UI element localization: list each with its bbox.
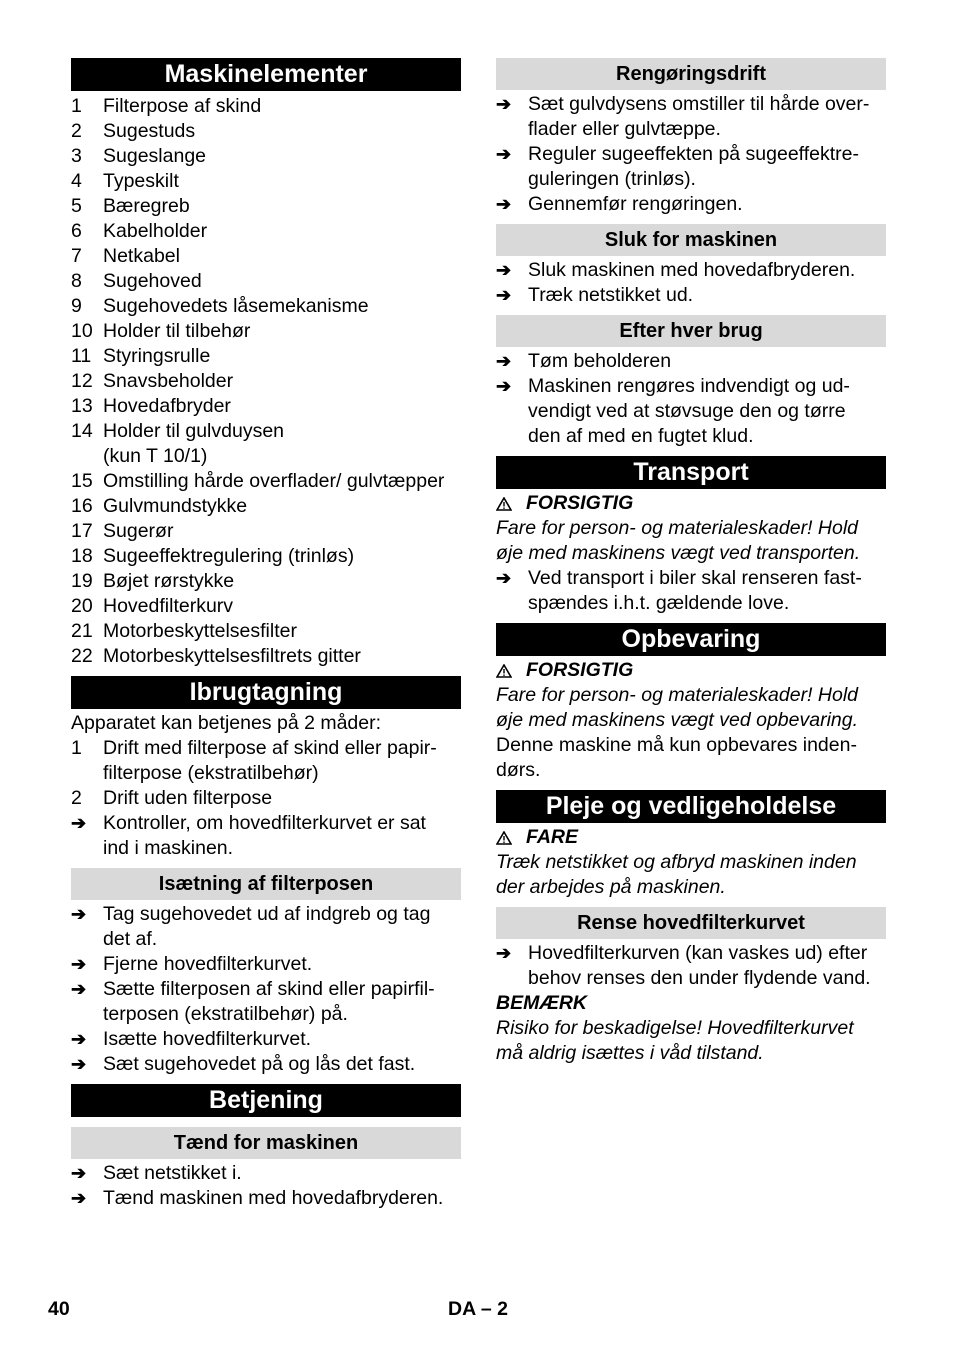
item-number: 13: [71, 395, 93, 417]
left-column: [71, 58, 461, 1211]
list-item: [71, 194, 461, 219]
subsection-title-rengoring: Rengøringsdrift: [496, 58, 886, 90]
warning-triangle-icon: [496, 497, 512, 511]
list-item: [71, 94, 461, 119]
arrow-right-icon: ➔: [71, 1163, 87, 1183]
step-text: Sæt sugehovedet på og lås det fast.: [103, 1053, 416, 1075]
item-number: 22: [71, 645, 93, 667]
item-number: 8: [71, 270, 82, 292]
list-item: 2 Drift uden filterpose: [71, 787, 273, 809]
subsection-title-taend: Tænd for maskinen: [71, 1127, 461, 1159]
item-text: Hovedfilterkurv: [103, 595, 234, 617]
step-item: spændes i.h.t. gældende love.: [528, 592, 790, 614]
item-number: 5: [71, 195, 82, 217]
list-item: [71, 594, 461, 619]
step-item: [71, 977, 461, 1002]
caution-heading: FORSIGTIG: [496, 658, 886, 683]
step-text: Sæt gulvdysens omstiller til hårde over-: [528, 93, 870, 115]
subsection-title-efter: Efter hver brug: [496, 315, 886, 347]
item-text: Typeskilt: [103, 170, 179, 192]
section-title-ibrugtagning: Ibrugtagning: [71, 676, 461, 709]
step-item: [71, 1161, 461, 1186]
step-text: den af med en fugtet klud.: [528, 425, 754, 447]
step-item: [496, 167, 886, 192]
step-item: [496, 399, 886, 424]
step-text: Fjerne hovedfilterkurvet.: [103, 953, 313, 975]
step-text: vendigt ved at støvsuge den og tørre: [528, 400, 846, 422]
item-text: Motorbeskyttelsesfiltrets gitter: [103, 645, 361, 667]
item-number: 19: [71, 570, 93, 592]
item-text: Netkabel: [103, 245, 180, 267]
list-item: [71, 169, 461, 194]
item-number: 7: [71, 245, 82, 267]
item-number: 14: [71, 420, 93, 442]
arrow-right-icon: ➔: [496, 260, 512, 280]
arrow-right-icon: ➔: [71, 1188, 87, 1208]
section-title-opbevaring: Opbevaring: [496, 623, 886, 656]
step-item: [71, 927, 461, 952]
item-number: 18: [71, 545, 93, 567]
item-number: 4: [71, 170, 82, 192]
item-text: Holder til tilbehør: [103, 320, 251, 342]
step-text: guleringen (trinløs).: [528, 168, 696, 190]
item-text: Sugeslange: [103, 145, 207, 167]
step-text: Tag sugehovedet ud af indgreb og tag: [103, 903, 431, 925]
step-text: terposen (ekstratilbehør) på.: [103, 1003, 348, 1025]
arrow-right-icon: ➔: [496, 351, 512, 371]
item-number: 9: [71, 295, 82, 317]
item-text: Filterpose af skind: [103, 95, 262, 117]
step-text: Tænd maskinen med hovedafbryderen.: [103, 1187, 444, 1209]
step-item: [71, 1027, 461, 1052]
arrow-right-icon: ➔: [496, 568, 512, 588]
list-item: [71, 619, 461, 644]
step-item: [71, 1052, 461, 1077]
item-text: Omstilling hårde overflader/ gulvtæpper: [103, 470, 445, 492]
step-item: [496, 117, 886, 142]
list-item: [71, 544, 461, 569]
arrow-right-icon: ➔: [71, 813, 87, 833]
list-item: [71, 369, 461, 394]
step-text: Reguler sugeeffekten på sugeeffektre-: [528, 143, 860, 165]
subsection-title-rense: Rense hovedfilterkurvet: [496, 907, 886, 939]
note-text: Risiko for beskadigelse! Hovedfilterkurvet: [496, 1017, 854, 1039]
step-item: [496, 349, 886, 374]
parts-list: [71, 94, 461, 669]
item-text: Sugehoved: [103, 270, 202, 292]
list-item: [71, 344, 461, 369]
step-item: [496, 192, 886, 217]
step-item: [71, 1186, 461, 1211]
list-item: [71, 469, 461, 494]
item-text: Holder til gulvduysen: [103, 420, 285, 442]
arrow-right-icon: ➔: [496, 943, 512, 963]
list-item: [71, 444, 461, 469]
list-item: [71, 244, 461, 269]
arrow-right-icon: ➔: [71, 904, 87, 924]
list-item: [71, 294, 461, 319]
arrow-right-icon: ➔: [496, 285, 512, 305]
step-text: flader eller gulvtæppe.: [528, 118, 721, 140]
section-title-maskinelementer: Maskinelementer: [71, 58, 461, 91]
item-text: Bæregreb: [103, 195, 190, 217]
list-item: [71, 144, 461, 169]
item-text: Kabelholder: [103, 220, 208, 242]
step-text: Gennemfør rengøringen.: [528, 193, 743, 215]
step-text: Isætte hovedfilterkurvet.: [103, 1028, 312, 1050]
note-text: må aldrig isættes i våd tilstand.: [496, 1042, 764, 1064]
step-item: behov renses den under flydende vand.: [528, 967, 871, 989]
arrow-right-icon: ➔: [71, 954, 87, 974]
list-item: [71, 519, 461, 544]
right-column: [496, 58, 886, 1066]
arrow-right-icon: ➔: [71, 1029, 87, 1049]
list-item: [71, 394, 461, 419]
section-label: DA – 2: [448, 1298, 508, 1320]
item-text: Sugeeffektregulering (trinløs): [103, 545, 355, 567]
sluk-steps: [496, 258, 886, 308]
item-text: Styringsrulle: [103, 345, 211, 367]
item-number: 11: [71, 345, 92, 367]
item-text: Gulvmundstykke: [103, 495, 248, 517]
warning-triangle-icon: [496, 831, 512, 845]
caution-text: øje med maskinens vægt ved opbevaring.: [496, 709, 859, 731]
note-heading: BEMÆRK: [496, 992, 587, 1014]
list-item: 1 Drift med filterpose af skind eller papir-: [71, 737, 437, 759]
list-item: [71, 419, 461, 444]
step-text: Tøm beholderen: [528, 350, 672, 372]
item-number: 17: [71, 520, 93, 542]
body-text: dørs.: [496, 759, 541, 781]
section-title-betjening: Betjening: [71, 1084, 461, 1117]
list-item: [71, 219, 461, 244]
step-item: [71, 902, 461, 927]
danger-text: der arbejdes på maskinen.: [496, 876, 726, 898]
step-item: ➔ Kontroller, om hovedfilterkurvet er sat: [71, 812, 426, 834]
item-text: Sugestuds: [103, 120, 196, 142]
step-text: Sætte filterposen af skind eller papirfil-: [103, 978, 435, 1000]
step-text: Sæt netstikket i.: [103, 1162, 242, 1184]
step-text: det af.: [103, 928, 158, 950]
item-number: [71, 444, 103, 469]
item-text: Bøjet rørstykke: [103, 570, 235, 592]
list-item: [71, 269, 461, 294]
section-title-transport: Transport: [496, 456, 886, 489]
efter-steps: [496, 349, 886, 449]
subsection-title-sluk: Sluk for maskinen: [496, 224, 886, 256]
list-item: [71, 319, 461, 344]
item-number: 16: [71, 495, 93, 517]
item-text: Snavsbeholder: [103, 370, 234, 392]
rengoring-steps: [496, 92, 886, 217]
item-number: 21: [71, 620, 93, 642]
list-item: filterpose (ekstratilbehør): [103, 762, 319, 784]
arrow-right-icon: ➔: [496, 376, 512, 396]
step-item: ➔ Hovedfilterkurven (kan vaskes ud) efter: [496, 942, 868, 964]
section-title-pleje: Pleje og vedligeholdelse: [496, 790, 886, 823]
item-text: Motorbeskyttelsesfilter: [103, 620, 297, 642]
step-text: Sluk maskinen med hovedafbryderen.: [528, 259, 856, 281]
list-item: [71, 494, 461, 519]
item-number: 3: [71, 145, 82, 167]
arrow-right-icon: ➔: [496, 194, 512, 214]
arrow-right-icon: ➔: [496, 144, 512, 164]
item-number: 6: [71, 220, 82, 242]
item-text: Sugerør: [103, 520, 174, 542]
step-text: Maskinen rengøres indvendigt og ud-: [528, 375, 850, 397]
step-item: ➔ Ved transport i biler skal renseren fast-: [496, 567, 862, 589]
betjening-steps: [71, 1161, 461, 1211]
step-text: Træk netstikket ud.: [528, 284, 694, 306]
item-text: (kun T 10/1): [103, 445, 208, 467]
step-item: ind i maskinen.: [103, 837, 234, 859]
item-number: 2: [71, 120, 82, 142]
subsection-title-isaetning: Isætning af filterposen: [71, 868, 461, 900]
step-item: [496, 92, 886, 117]
item-text: Hovedafbryder: [103, 395, 231, 417]
step-item: [496, 142, 886, 167]
isaetning-steps: [71, 902, 461, 1077]
page-number: 40: [48, 1298, 70, 1320]
step-item: [71, 1002, 461, 1027]
item-number: 12: [71, 370, 93, 392]
caution-text: Fare for person- og materialeskader! Hold: [496, 684, 858, 706]
warning-triangle-icon: [496, 664, 512, 678]
item-number: 20: [71, 595, 93, 617]
danger-heading: FARE: [496, 825, 886, 850]
intro-text: Apparatet kan betjenes på 2 måder:: [71, 712, 382, 734]
arrow-right-icon: ➔: [496, 94, 512, 114]
step-item: [496, 424, 886, 449]
step-item: [496, 374, 886, 399]
item-number: 15: [71, 470, 93, 492]
item-number: 10: [71, 320, 93, 342]
caution-heading: FORSIGTIG: [496, 491, 886, 516]
body-text: Denne maskine må kun opbevares inden-: [496, 734, 857, 756]
item-text: Sugehovedets låsemekanisme: [103, 295, 369, 317]
caution-text: øje med maskinens vægt ved transporten.: [496, 542, 861, 564]
danger-text: Træk netstikket og afbryd maskinen inden: [496, 851, 857, 873]
list-item: [71, 119, 461, 144]
arrow-right-icon: ➔: [71, 979, 87, 999]
list-item: [71, 569, 461, 594]
step-item: [71, 952, 461, 977]
item-number: 1: [71, 95, 82, 117]
list-item: [71, 644, 461, 669]
step-item: [496, 258, 886, 283]
arrow-right-icon: ➔: [71, 1054, 87, 1074]
step-item: [496, 283, 886, 308]
caution-text: Fare for person- og materialeskader! Hold: [496, 517, 858, 539]
